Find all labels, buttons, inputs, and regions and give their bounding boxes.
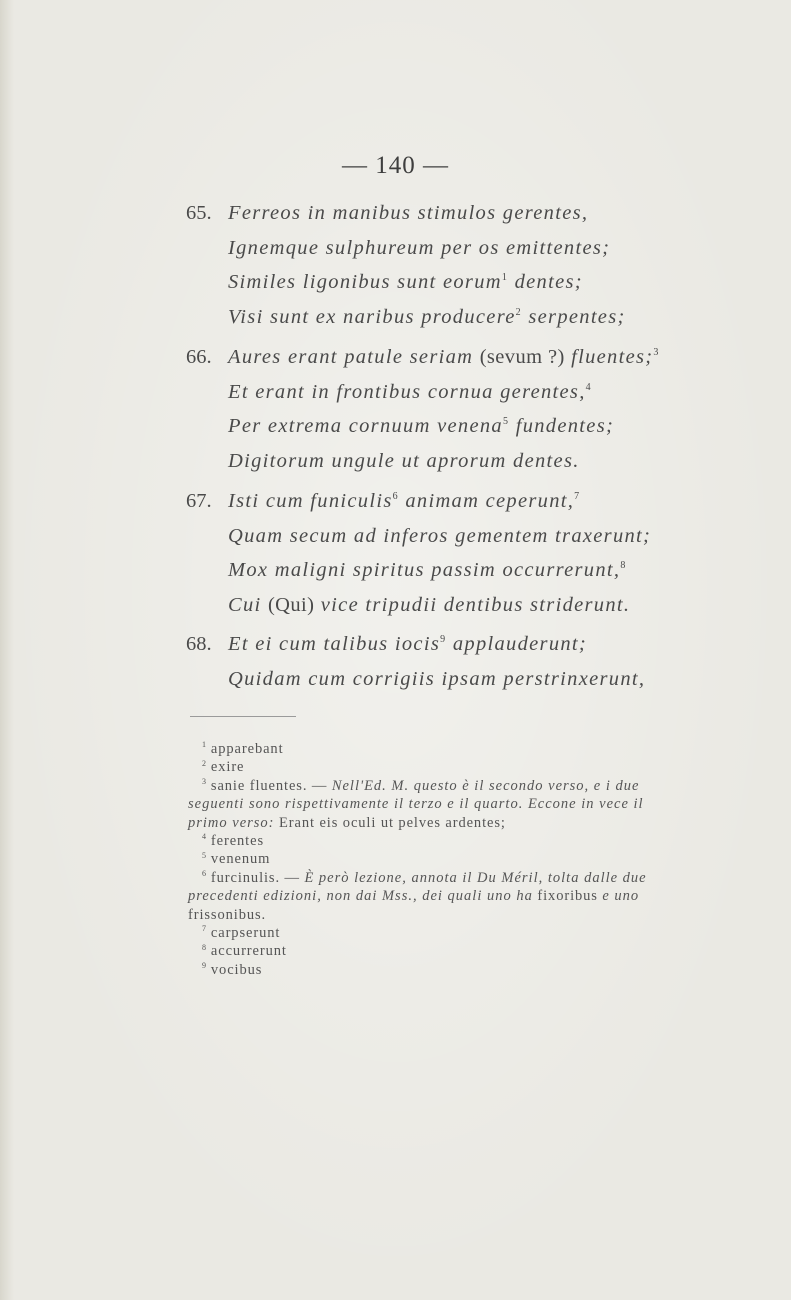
footnote-ref: 3 — [653, 347, 660, 359]
footnote-ref: 4 — [585, 381, 592, 393]
verse-line: Similes ligonibus sunt eorum$^1$ dentes; — [228, 271, 583, 293]
footnote: $^9$ vocibus — [202, 961, 263, 978]
verse-line: Per extrema cornuum venena$^5$ fundentes; — [228, 415, 615, 437]
footnote-ref: 5 — [502, 416, 510, 428]
footnote: $^5$ venenum — [202, 850, 271, 868]
stanza-67 — [186, 484, 706, 622]
verse-line: 65. Ferreos in manibus stimulos gerentes, — [186, 196, 706, 231]
verse-line: 68. Et ei cum talibus iocis$^9$ applauderunt; — [186, 627, 706, 662]
page-number: — 140 — — [342, 152, 449, 179]
stanza-66 — [186, 340, 706, 478]
page-edge-shadow — [0, 0, 14, 1300]
footnote-ref: 1 — [501, 272, 509, 284]
verse-line: Quam secum ad inferos gementem traxerunt; — [228, 524, 652, 547]
verse-line: 66. Aures erant patule seriam (sevum ?) fluentes;$^3$ — [186, 340, 706, 375]
verse-line: Quidam cum corrigiis ipsam perstrinxerunt, — [228, 667, 646, 690]
footnote-divider — [190, 716, 296, 717]
footnote: $^1$ apparebant — [202, 740, 284, 757]
stanza-68 — [186, 627, 706, 696]
footnote: $^8$ accurrerunt — [202, 942, 287, 960]
verse-line: Mox maligni spiritus passim occurrerunt,$^8$ — [228, 559, 627, 581]
footnote-ref: 8 — [620, 560, 627, 572]
stanza-65 — [186, 196, 706, 334]
footnote-ref: 2 — [515, 306, 522, 318]
footnote: $^2$ exire — [202, 758, 245, 776]
verse-line: 67. Isti cum funiculis$^6$ animam ceperunt,$^7$ — [186, 484, 706, 519]
stanza-number: 67. — [186, 490, 212, 512]
verse-line: Ignemque sulphureum per os emittentes; — [228, 236, 611, 259]
footnote-ref: 7 — [574, 491, 581, 503]
footnote: $^6$ furcinulis. — È però lezione, annota il Du Méril, tolta dalle due precedenti edizioni, non dai Mss., dei quali uno ha fixoribus e uno frissonibus. — [188, 869, 647, 923]
verse-line: Digitorum ungule ut aprorum dentes. — [228, 449, 580, 472]
footnote-ref: 9 — [440, 634, 447, 646]
stanza-number: 68. — [186, 633, 212, 655]
verse-line: Cui (Qui) vice tripudii dentibus striderunt. — [228, 593, 631, 616]
footnote: $^4$ ferentes — [202, 832, 264, 850]
footnote-ref: 6 — [392, 491, 399, 503]
footnote: $^7$ carpserunt — [202, 924, 281, 942]
stanza-number: 65. — [186, 202, 212, 224]
stanza-number: 66. — [186, 346, 212, 368]
verse-line: Et erant in frontibus cornua gerentes,$^4$ — [228, 380, 592, 403]
footnotes — [188, 740, 674, 979]
footnote: $^3$ sanie fluentes. — Nell'Ed. M. questo è il secondo verso, e i due seguenti sono rispettivamente il terzo e il quarto. Eccone in vece il primo verso: Erant eis oculi ut pelves ardentes; — [188, 776, 644, 831]
verse-line: Visi sunt ex naribus producere$^2$ serpentes; — [228, 305, 626, 328]
